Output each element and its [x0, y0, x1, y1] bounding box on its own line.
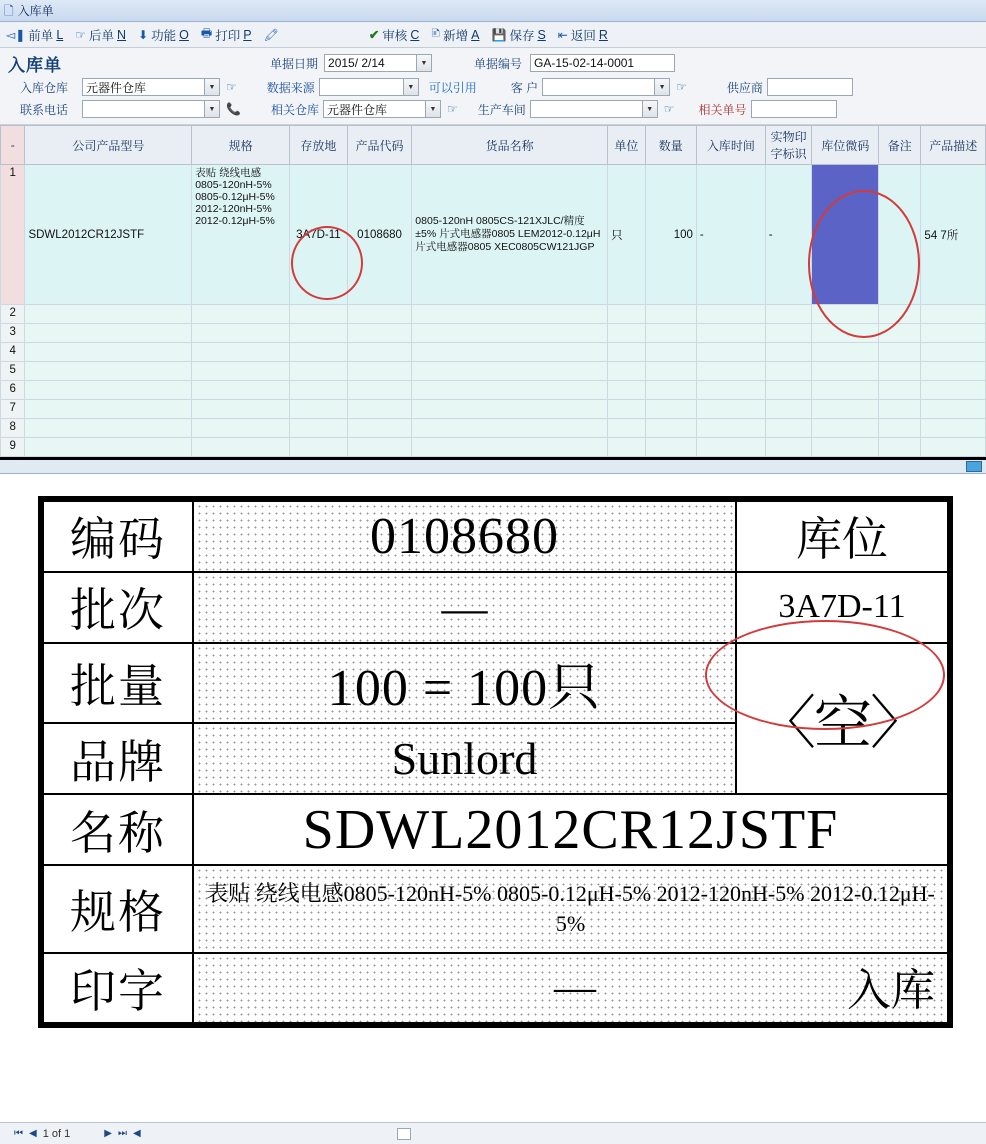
next-icon: ☞	[75, 27, 87, 42]
audit-label: 审核	[382, 28, 408, 43]
cell-micro-code[interactable]	[812, 343, 879, 362]
cell-code[interactable]	[347, 381, 411, 400]
table-row[interactable]	[1, 165, 986, 305]
prev-record-button[interactable]: ◀	[29, 1128, 37, 1139]
grid-col-remark[interactable]: 备注	[879, 126, 921, 165]
cell-desc[interactable]	[921, 343, 986, 362]
cell-code[interactable]	[347, 343, 411, 362]
cell-unit[interactable]	[607, 362, 645, 381]
cell-model[interactable]: SDWL2012CR12JSTF	[25, 165, 192, 305]
cell-unit[interactable]	[607, 419, 645, 438]
doc-no-value: GA-15-02-14-0001	[534, 56, 635, 70]
form-header-row-2	[0, 76, 986, 98]
doc-date-value: 2015/ 2/14	[328, 56, 385, 70]
cell-code[interactable]	[347, 419, 411, 438]
cell-goods-name[interactable]	[412, 438, 608, 457]
label-print-dash: —	[554, 965, 596, 1011]
label-key-name: 名称	[43, 794, 193, 865]
label-row-batch	[43, 572, 948, 643]
cell-remark[interactable]	[879, 400, 921, 419]
record-navigator	[0, 1122, 986, 1144]
label-key-quantity: 批量	[43, 643, 193, 723]
label-value-code: 0108680	[193, 501, 736, 572]
cell-desc[interactable]	[921, 362, 986, 381]
cell-remark[interactable]	[879, 324, 921, 343]
doc-no-input[interactable]	[530, 54, 675, 72]
record-position: 1 of 1	[42, 1127, 71, 1140]
save-button[interactable]	[485, 23, 551, 47]
label-value-batch: —	[193, 572, 736, 643]
table-row[interactable]	[1, 324, 986, 343]
grid-col-location[interactable]: 存放地	[290, 126, 348, 165]
label-key-brand: 品牌	[43, 723, 193, 794]
doc-no-label: 单据编号	[474, 56, 523, 71]
prev-doc-label: 前单	[28, 28, 54, 43]
cell-in-time[interactable]	[696, 324, 765, 343]
label-row-spec	[43, 865, 948, 953]
chevron-down-icon[interactable]: ▼	[642, 101, 657, 117]
label-value-spec: 表贴 绕线电感0805-120nH-5% 0805-0.12μH-5% 2012-120nH-5% 2012-0.12μH-5%	[193, 865, 948, 953]
chevron-down-icon[interactable]: ▼	[416, 55, 431, 71]
printed-label	[38, 496, 953, 1028]
print-preview-button[interactable]	[258, 23, 285, 47]
cell-desc[interactable]	[921, 400, 986, 419]
grid-col-goods-name[interactable]: 货品名称	[412, 126, 608, 165]
prev-doc-accel: L	[56, 27, 64, 42]
cell-print-mark[interactable]	[765, 419, 812, 438]
grid-col-spec[interactable]: 规格	[192, 126, 290, 165]
cell-location[interactable]	[290, 419, 348, 438]
label-value-empty-marker: 〈空〉	[736, 643, 948, 794]
return-label: 返回	[570, 28, 596, 43]
label-value-quantity: 100 = 100只	[193, 643, 736, 723]
table-row[interactable]	[1, 343, 986, 362]
doc-date-label: 单据日期	[270, 56, 319, 71]
cell-print-mark[interactable]	[765, 400, 812, 419]
can-quote-link[interactable]: 可以引用	[428, 80, 477, 95]
supplier-input[interactable]	[767, 78, 853, 96]
cell-qty[interactable]	[645, 400, 696, 419]
cell-in-time[interactable]: -	[696, 165, 765, 305]
cell-print-mark[interactable]	[765, 305, 812, 324]
cell-location[interactable]	[290, 381, 348, 400]
cell-remark[interactable]	[879, 362, 921, 381]
grid-col-model[interactable]: 公司产品型号	[25, 126, 192, 165]
label-row-print	[43, 953, 948, 1023]
cell-location[interactable]	[290, 324, 348, 343]
cell-in-time[interactable]	[696, 438, 765, 457]
label-key-spec: 规格	[43, 865, 193, 953]
table-row[interactable]	[1, 438, 986, 457]
customer-label: 客 户	[510, 80, 539, 95]
rel-doc-input[interactable]	[751, 100, 837, 118]
label-key-batch: 批次	[43, 572, 193, 643]
grid-col-unit[interactable]: 单位	[607, 126, 645, 165]
rel-doc-label: 相关单号	[698, 102, 747, 117]
phone-icon[interactable]: 📞	[226, 102, 241, 116]
cell-goods-name[interactable]	[412, 381, 608, 400]
customer-select[interactable]	[542, 78, 670, 96]
new-accel: A	[471, 27, 480, 42]
cell-in-time[interactable]	[696, 362, 765, 381]
workshop-lookup-icon[interactable]: ☞	[663, 102, 675, 116]
cell-unit[interactable]	[607, 305, 645, 324]
warehouse-select[interactable]	[82, 78, 220, 96]
cell-remark[interactable]	[879, 305, 921, 324]
row-number[interactable]: 6	[1, 381, 25, 400]
cell-unit[interactable]	[607, 438, 645, 457]
cell-micro-code[interactable]	[812, 305, 879, 324]
cell-qty[interactable]	[645, 343, 696, 362]
function-accel: O	[179, 27, 189, 42]
cell-micro-code[interactable]	[812, 438, 879, 457]
label-print-inbound: 入库	[847, 966, 935, 1015]
cell-desc[interactable]	[921, 419, 986, 438]
label-row-code	[43, 501, 948, 572]
horizontal-scrollbar[interactable]	[397, 1128, 411, 1140]
cell-spec[interactable]	[192, 419, 290, 438]
next-doc-label: 后单	[89, 28, 115, 43]
cell-print-mark[interactable]	[765, 343, 812, 362]
cell-remark[interactable]	[879, 438, 921, 457]
label-key-position: 库位	[736, 501, 948, 572]
cell-code[interactable]	[347, 324, 411, 343]
cell-unit[interactable]	[607, 324, 645, 343]
prev-doc-button[interactable]	[0, 23, 69, 47]
audit-button[interactable]	[363, 23, 426, 47]
label-table	[42, 500, 949, 1024]
cell-spec[interactable]	[192, 305, 290, 324]
cell-in-time[interactable]	[696, 400, 765, 419]
cell-location[interactable]	[290, 362, 348, 381]
print-button[interactable]	[195, 23, 258, 47]
save-accel: S	[537, 27, 546, 42]
new-record-button[interactable]: ◀	[132, 1128, 141, 1139]
grid-col-desc[interactable]: 产品描述	[921, 126, 986, 165]
items-grid	[0, 125, 986, 457]
label-key-print: 印字	[43, 953, 193, 1023]
preview-icon: 🖍	[263, 27, 279, 42]
workshop-label: 生产车间	[477, 102, 526, 117]
cell-spec[interactable]	[192, 362, 290, 381]
cell-spec[interactable]: 表贴 绕线电感0805-120nH-5% 0805-0.12μH-5% 2012-120nH-5% 2012-0.12μH-5%	[192, 165, 290, 305]
cell-goods-name[interactable]: 0805-120nH 0805CS-121XJLC/精度±5% 片式电感器0805 LEM2012-0.12μH 片式电感器0805 XEC0805CW121JGP	[412, 165, 608, 305]
new-label: 新增	[443, 28, 469, 43]
cell-desc[interactable]	[921, 381, 986, 400]
cell-unit[interactable]	[607, 381, 645, 400]
table-row[interactable]	[1, 400, 986, 419]
cell-micro-code[interactable]	[812, 419, 879, 438]
cell-unit[interactable]: 只	[607, 165, 645, 305]
cell-micro-code[interactable]	[812, 362, 879, 381]
warehouse-lookup-icon[interactable]: ☞	[226, 80, 237, 94]
customer-lookup-icon[interactable]: ☞	[676, 80, 687, 94]
row-number[interactable]: 2	[1, 305, 25, 324]
cell-qty[interactable]	[645, 324, 696, 343]
cell-desc[interactable]	[921, 324, 986, 343]
cell-print-mark[interactable]	[765, 362, 812, 381]
label-row-name	[43, 794, 948, 865]
cell-model[interactable]	[25, 343, 192, 362]
cell-micro-code[interactable]	[812, 400, 879, 419]
cell-desc[interactable]	[921, 438, 986, 457]
next-doc-button[interactable]	[69, 23, 132, 47]
cell-print-mark[interactable]	[765, 381, 812, 400]
cell-model[interactable]	[25, 438, 192, 457]
last-record-button[interactable]: ⏭	[117, 1128, 127, 1139]
prev-icon: ◅❚	[6, 27, 26, 42]
cell-goods-name[interactable]	[412, 419, 608, 438]
first-record-button[interactable]: ⏮	[14, 1128, 23, 1139]
label-key-code: 编码	[43, 501, 193, 572]
cell-micro-code[interactable]	[812, 324, 879, 343]
cell-code[interactable]	[347, 438, 411, 457]
cell-goods-name[interactable]	[412, 343, 608, 362]
return-accel: R	[598, 27, 608, 42]
return-icon: ⇤	[557, 27, 568, 42]
cell-model[interactable]	[25, 419, 192, 438]
cell-goods-name[interactable]	[412, 305, 608, 324]
row-number[interactable]: 3	[1, 324, 25, 343]
cell-model[interactable]	[25, 362, 192, 381]
cell-spec[interactable]	[192, 400, 290, 419]
print-accel: P	[243, 27, 252, 42]
cell-qty[interactable]: 100	[645, 165, 696, 305]
cell-remark[interactable]	[879, 343, 921, 362]
cell-spec[interactable]	[192, 381, 290, 400]
row-number[interactable]: 8	[1, 419, 25, 438]
cell-goods-name[interactable]	[412, 400, 608, 419]
row-number[interactable]: 4	[1, 343, 25, 362]
print-icon: 🖶	[200, 26, 213, 40]
cell-goods-name[interactable]	[412, 362, 608, 381]
cell-in-time[interactable]	[696, 343, 765, 362]
save-label: 保存	[509, 28, 535, 43]
form-header-row-1	[0, 50, 986, 76]
cell-model[interactable]	[25, 381, 192, 400]
cell-in-time[interactable]	[696, 381, 765, 400]
cell-location[interactable]	[290, 343, 348, 362]
rel-warehouse-value: 元器件仓库	[326, 102, 387, 117]
cell-location[interactable]	[290, 305, 348, 324]
cell-unit[interactable]	[607, 343, 645, 362]
down-arrow-icon: ⬇	[138, 27, 149, 42]
phone-label: 联系电话	[20, 102, 69, 117]
warehouse-value: 元器件仓库	[86, 80, 147, 95]
table-row[interactable]	[1, 362, 986, 381]
cell-code[interactable]	[347, 305, 411, 324]
function-label: 功能	[151, 28, 177, 43]
chevron-down-icon[interactable]: ▼	[204, 101, 219, 117]
preview-toolbar	[0, 460, 986, 474]
rel-warehouse-lookup-icon[interactable]: ☞	[446, 102, 458, 116]
cell-print-mark[interactable]: -	[765, 165, 812, 305]
cell-model[interactable]	[25, 324, 192, 343]
next-record-button[interactable]: ▶	[104, 1128, 112, 1139]
cell-qty[interactable]	[645, 305, 696, 324]
grid-col-code[interactable]: 产品代码	[347, 126, 411, 165]
rel-warehouse-label: 相关仓库	[270, 102, 319, 117]
row-number[interactable]: 1	[1, 165, 25, 305]
chevron-down-icon[interactable]: ▼	[403, 79, 418, 95]
table-row[interactable]	[1, 419, 986, 438]
cell-location[interactable]: 3A7D-11	[290, 165, 348, 305]
save-icon: 💾	[491, 27, 507, 42]
cell-qty[interactable]	[645, 419, 696, 438]
cell-code[interactable]: 0108680	[347, 165, 411, 305]
form-header	[0, 48, 986, 125]
grid-col-rownum[interactable]: -	[1, 126, 25, 165]
cell-spec[interactable]	[192, 438, 290, 457]
grid-col-micro-code[interactable]: 库位微码	[812, 126, 879, 165]
cell-location[interactable]	[290, 400, 348, 419]
cell-model[interactable]	[25, 305, 192, 324]
workshop-select[interactable]	[530, 100, 658, 118]
data-source-select[interactable]	[319, 78, 419, 96]
chevron-down-icon[interactable]: ▼	[654, 79, 669, 95]
label-value-brand: Sunlord	[193, 723, 736, 794]
data-source-label: 数据来源	[266, 80, 315, 95]
cell-desc[interactable]	[921, 305, 986, 324]
cell-goods-name[interactable]	[412, 324, 608, 343]
form-header-row-3	[0, 98, 986, 120]
print-label: 打印	[215, 28, 241, 43]
grid-header-row	[1, 126, 986, 165]
label-preview-panel	[0, 457, 986, 1058]
cell-code[interactable]	[347, 362, 411, 381]
chevron-down-icon[interactable]: ▼	[204, 79, 219, 95]
cell-print-mark[interactable]	[765, 324, 812, 343]
new-button[interactable]	[425, 23, 485, 47]
window-titlebar	[0, 0, 986, 22]
window-title: 入库单	[17, 4, 54, 18]
rel-warehouse-select[interactable]	[323, 100, 441, 118]
grid-col-qty[interactable]: 数量	[645, 126, 696, 165]
function-button[interactable]	[132, 23, 195, 47]
label-row-quantity	[43, 643, 948, 723]
chevron-down-icon[interactable]: ▼	[425, 101, 440, 117]
cell-remark[interactable]	[879, 165, 921, 305]
return-button[interactable]	[552, 23, 614, 47]
cell-spec[interactable]	[192, 324, 290, 343]
cell-qty[interactable]	[645, 381, 696, 400]
next-doc-accel: N	[117, 27, 127, 42]
page-title: 入库单	[8, 55, 62, 75]
cell-desc[interactable]: 54 7所	[921, 165, 986, 305]
main-toolbar	[0, 22, 986, 48]
cell-model[interactable]	[25, 400, 192, 419]
cell-remark[interactable]	[879, 381, 921, 400]
preview-window-icon[interactable]	[966, 461, 982, 472]
cell-micro-code-selected[interactable]	[812, 165, 879, 305]
phone-input[interactable]	[82, 100, 220, 118]
cell-in-time[interactable]	[696, 305, 765, 324]
cell-qty[interactable]	[645, 438, 696, 457]
check-icon: ✔	[368, 28, 380, 42]
audit-accel: C	[410, 27, 420, 42]
row-number[interactable]: 5	[1, 362, 25, 381]
label-value-name: SDWL2012CR12JSTF	[193, 794, 948, 865]
supplier-label: 供应商	[726, 80, 763, 95]
grid-col-in-time[interactable]: 入库时间	[696, 126, 765, 165]
label-value-print	[193, 953, 948, 1023]
cell-unit[interactable]	[607, 400, 645, 419]
label-value-position: 3A7D-11	[736, 572, 948, 643]
cell-location[interactable]	[290, 438, 348, 457]
new-icon: 🗈	[431, 26, 441, 40]
cell-in-time[interactable]	[696, 419, 765, 438]
cell-code[interactable]	[347, 400, 411, 419]
cell-micro-code[interactable]	[812, 381, 879, 400]
cell-remark[interactable]	[879, 419, 921, 438]
grid-col-print-mark[interactable]: 实物印字标识	[765, 126, 812, 165]
cell-print-mark[interactable]	[765, 438, 812, 457]
cell-qty[interactable]	[645, 362, 696, 381]
row-number[interactable]: 9	[1, 438, 25, 457]
document-icon: 🗋	[4, 3, 14, 18]
table-row[interactable]	[1, 381, 986, 400]
row-number[interactable]: 7	[1, 400, 25, 419]
warehouse-label: 入库仓库	[20, 80, 69, 95]
cell-spec[interactable]	[192, 343, 290, 362]
table-row[interactable]	[1, 305, 986, 324]
doc-date-input[interactable]	[324, 54, 432, 72]
